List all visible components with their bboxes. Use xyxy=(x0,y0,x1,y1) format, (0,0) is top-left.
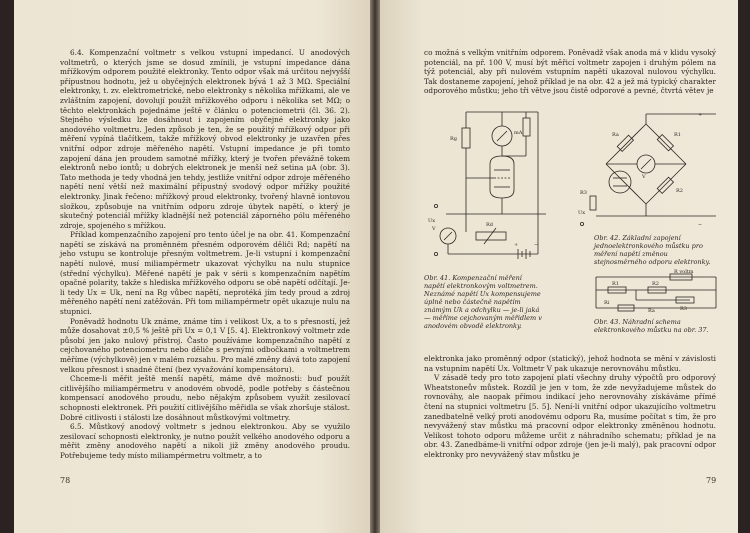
page-number-left: 78 xyxy=(60,476,71,485)
label-minus: − xyxy=(534,242,539,248)
paragraph-accuracy: Poněvadž hodnotu Uk známe, známe tím i velikost Ux, a to s přesností, jež může dosahovat ±0,5 % ještě při Ux = 0,1 V [5. 4]. Elektronkový voltmetr zde působí jen jako nulový přístroj. Často používáme kompenzačního napětí z cejchovaného potenciometru nebo děliče s pevnými odbočkami a voltmetrem měříme (výchylkově) jen v malém rozsahu. Pro malé změny dává toto zapojení velkou přesnost i snadné čtení (bez vyvažování kompensátoru). xyxy=(60,316,350,374)
resistor-r2 xyxy=(657,177,673,193)
resistor-r3 xyxy=(590,196,596,210)
figure-43-schematic xyxy=(590,268,722,312)
left-page xyxy=(14,0,370,533)
label-r3-43: R3 xyxy=(680,306,687,312)
label-ra-43: Ra xyxy=(648,308,655,312)
label-r1-43: R1 xyxy=(612,281,619,287)
paragraph-bridge-intro: co možná s velkým vnitřním odporem. Poněvadž však anoda má v klidu vysoký potenciál, na př. 100 V, musí být měřicí voltmetr zapojen i druhým pólem na týž potenciál, aby při nulovém vstupním napětí ukazoval nulovou výchylku. Tak dostaneme zapojení, jehož příklad je na obr. 42 a jež má typický charakter odporového můstku; jeho tři větve jsou čistě odporové a pevné, čtvrtá větev je xyxy=(424,48,716,96)
terminal-ux-42 xyxy=(580,222,583,225)
figure-42-schematic xyxy=(576,102,726,232)
label-minus-42: − xyxy=(698,222,703,228)
left-text-column xyxy=(60,48,350,461)
paragraph-bridge-voltmeter: 6.5. Můstkový anodový voltmetr s jednou elektronkou. Aby se využilo zesilovací schopnosti elektronky, je nutno použít velkého anodového odporu a měřit změny anodového napětí a nikoli již změny anodového proudu. Potřebujeme tedy místo miliampérmetru voltmetr, a to xyxy=(60,422,350,460)
resistor-r1 xyxy=(657,135,673,151)
resistor-anode xyxy=(523,118,530,136)
right-text-bottom xyxy=(424,354,716,460)
label-v: V xyxy=(432,226,436,232)
terminal-ux-2 xyxy=(434,204,437,207)
right-page xyxy=(380,0,738,533)
page-number-right: 79 xyxy=(706,476,717,485)
label-r1: R1 xyxy=(674,132,681,138)
label-ux-42: Ux xyxy=(578,210,586,216)
paragraph-bridge-description: elektronka jako proměnný odpor (statický), jehož hodnota se mění v závislosti na vstupním napětí Ux. Voltmetr V pak ukazuje nerovnováhu můstku. xyxy=(424,354,716,373)
label-ra: Ra xyxy=(612,132,619,138)
resistor-rg xyxy=(462,128,470,148)
resistor-ra xyxy=(617,135,633,151)
tube-icon-42 xyxy=(609,171,631,193)
label-ma: mA xyxy=(514,130,523,136)
label-plus-42: + xyxy=(698,112,703,118)
label-plus: + xyxy=(514,242,519,248)
label-rd: Rd xyxy=(486,222,493,228)
vacuum-tube-icon xyxy=(490,156,514,198)
resistor-divider-rd xyxy=(476,232,506,240)
label-rv: R voltm xyxy=(674,269,694,275)
figure-43-caption: Obr. 43. Náhradní schema elektronkového můstku na obr. 37. xyxy=(594,318,709,334)
label-rg: Rg xyxy=(450,136,457,142)
label-ri: Ri xyxy=(604,300,610,306)
right-text-top xyxy=(424,48,716,96)
label-ux: Ux xyxy=(428,218,436,224)
label-v-42: V xyxy=(642,174,646,180)
figure-42-caption: Obr. 42. Základní zapojení jednoelektronkového můstku pro měření napětí změnou stejnosměrného odporu elektronky. xyxy=(594,234,711,266)
figure-41-caption: Obr. 41. Kompenzační měření napětí elektronkovým voltmetrem. Neznámé napětí Ux kompensujeme úplně nebo částečně napětím známým Uk a odchylku — je-li jaká — měříme cejchovaným měřidlem v anodovém obvodě elektronky. xyxy=(424,274,542,330)
label-r2: R2 xyxy=(676,188,683,194)
label-r3: R3 xyxy=(580,190,587,196)
book-spine xyxy=(370,0,380,533)
figure-41-schematic xyxy=(426,94,566,264)
paragraph-wheatstone: V zásadě tedy pro toto zapojení platí všechny druhy výpočtů pro odporový Wheatstoneův můstek. Rozdíl je jen v tom, že zde nevyžadujeme můstek do rovnováhy, ale naopak přímou indikací jeho nerovnováhy získáváme přímé čtení na stupnici voltmetru [5. 5]. Není-li vnitřní odpor ukazujícího voltmetru zanedbatelně velký proti anodovému odporu Ra, musíme počítat s tím, že pro nevyvážený stav můstku má pracovní odpor elektronky změněnou hodnotu. Velikost tohoto odporu můžeme určit z náhradního schematu; příklad je na obr. 43. Zanedbáme-li vnitřní odpor zdroje (jen je-li malý), pak pracovní odpor elektronky pro nevyvážený stav můstku je xyxy=(424,373,716,459)
paragraph-compensation-voltmeter: 6.4. Kompenzační voltmetr s velkou vstupní impedancí. U anodových voltmetrů, o kterých jsme se dosud zmínili, je vstupní impedance dána mřížkovým odporem použité elektronky. Tento odpor však má určitou nejvyšší přípustnou hodnotu, jež u obyčejných elektronek bývá 1 až 3 MΩ. Speciální elektronky, t. zv. elektrometrické, nebo elektronky s několika mřížkami, ale ve zvláštním zapojení, dovolují použít mřížkového odporu i několika set MΩ; o těchto elektronkách pojednáme ještě v článku o potenciometrii (čl. 36. 2). Stejného výsledku lze dosáhnout i zapojením obyčejné elektronky jako anodového voltmetru. Jeden způsob je ten, že se použitý mřížkový odpor při měření vypíná tlačítkem, takže mřížkový obvod elektronky je uzavřen přes vnitřní odpor zdroje měřeného napětí. Vstupní impedance je při tomto zapojení dána jen proudem samotné mřížky, který je tvořen převážně tokem elektronů nebo iontů; u dobrých elektronek je menší než setina μA (obr. 3). Tato methoda je tedy vhodná jen tehdy, jestliže vnitřní odpor zdroje měřeného napětí není větší než maximální přípustný svodový odpor mřížky použité elektronky. Jinak řečeno: mřížkový proud elektronky, tvořený hlavně iontovou složkou, způsobuje na vnitřním odporu zdroje úbytek napětí, o který je skutečný potenciál mřížky kladnější než potenciál záporného pólu měřeného zdroje, spojeného s mřížkou. xyxy=(60,48,350,230)
label-r2-43: R2 xyxy=(652,281,659,287)
paragraph-small-voltages: Chceme-li měřit ještě menší napětí, máme dvě možnosti: buď použít citlivějšího miliampérmetru v anodovém obvodě, podle potřeby s částečnou kompensací anodového proudu, nebo nějakým způsobem využít zesilovací schopnosti elektronek. Při použití citlivějšího měřidla se však zhoršuje stálost. Dobré citlivosti i stálosti lze dosáhnout můstkovými voltmetry. xyxy=(60,374,350,422)
paragraph-example-fig41: Příklad kompenzačního zapojení pro tento účel je na obr. 41. Kompenzační napětí se získává na proměnném přesném odporovém děliči Rd; napětí na jeho vstupu se kontroluje přesným voltmetrem. Je-li vstupní i kompenzační napětí nulové, musí miliampérmetr ukazovat výchylku na nulu stupnice (střední výchylku). Měřené napětí je pak v sérii s kompenzačním napětím opačné polarity, takže s hlediska mřížkového odporu se obě napětí odčítají. Je-li tedy Ux = Uk, není na Rg vůbec napětí, neprotéká jím tedy proud a zdroj měřeného napětí není zatěžován. Při tom miliampérmetr opět ukazuje nulu na stupnici. xyxy=(60,230,350,317)
terminal-ux-1 xyxy=(434,252,437,255)
